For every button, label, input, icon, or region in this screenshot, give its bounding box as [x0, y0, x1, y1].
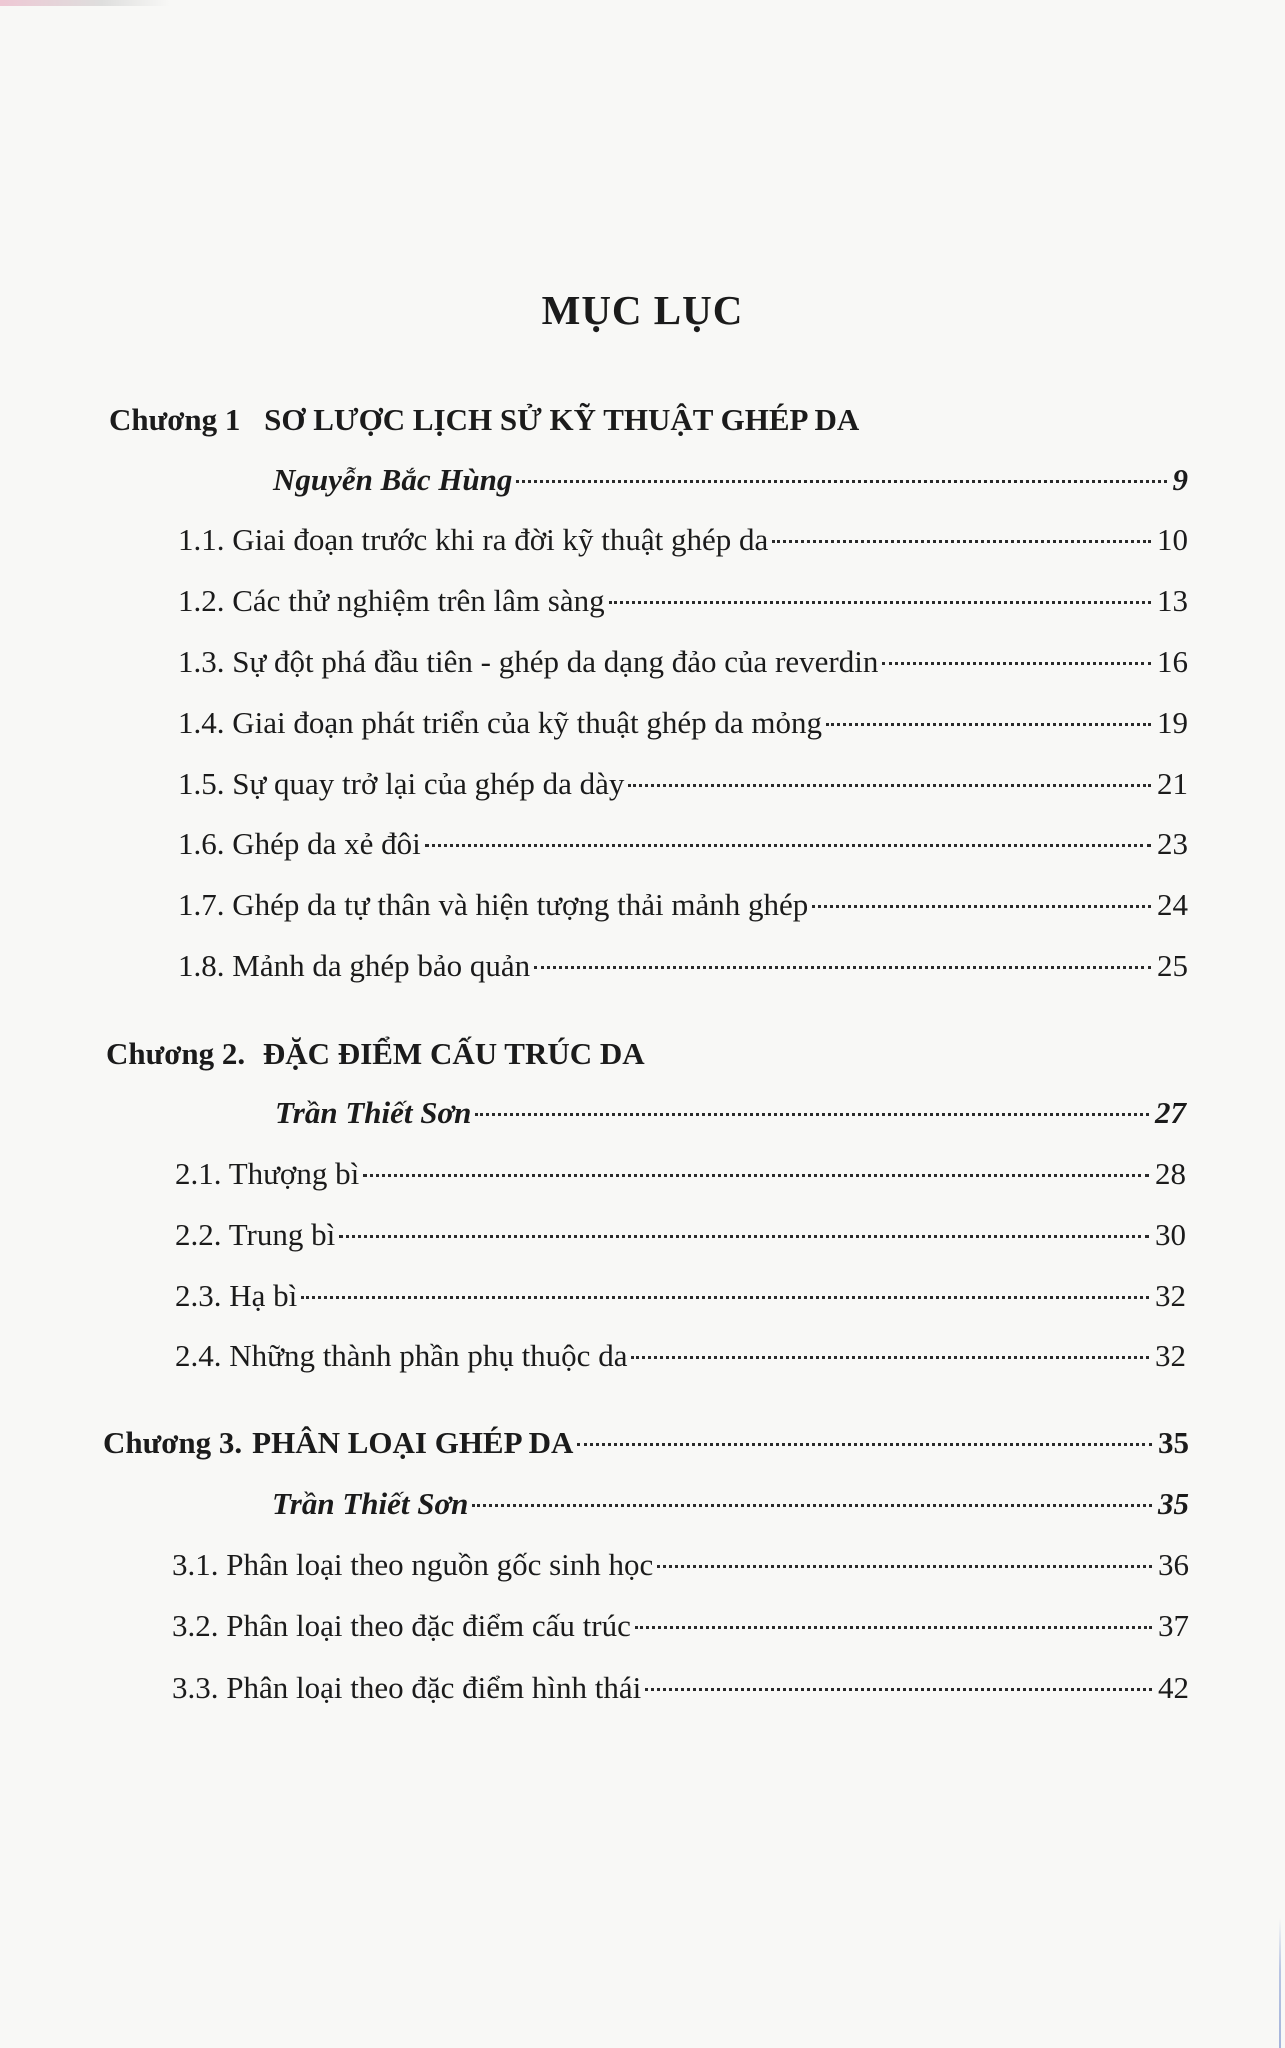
leader-dots: [882, 662, 1151, 665]
toc-entry-text: 2.1. Thượng bì: [175, 1156, 360, 1191]
leader-dots: [772, 540, 1151, 543]
scan-artifact-top: [0, 0, 170, 6]
toc-entry-text: 1.7. Ghép da tự thân và hiện tượng thải mảnh ghép: [178, 887, 809, 922]
toc-entry: [175, 1217, 1186, 1261]
chapter-1-author-page: 9: [1172, 462, 1188, 497]
toc-entry-page: 37: [1158, 1608, 1189, 1643]
toc-entry: [178, 887, 1188, 931]
chapter-3-author-page: 35: [1158, 1486, 1189, 1521]
leader-dots: [475, 1113, 1149, 1116]
leader-dots: [472, 1504, 1152, 1507]
toc-entry-text: 1.2. Các thử nghiệm trên lâm sàng: [178, 583, 605, 618]
toc-entry: [178, 644, 1188, 688]
chapter-3-title-page: 35: [1158, 1425, 1189, 1460]
toc-entry-page: 23: [1157, 826, 1188, 861]
toc-entry-text: 1.6. Ghép da xẻ đôi: [178, 826, 421, 861]
chapter-2-author-row: [275, 1095, 1186, 1139]
toc-entry-text: 2.3. Hạ bì: [175, 1278, 298, 1313]
leader-dots: [577, 1443, 1152, 1446]
toc-entry-text: 3.1. Phân loại theo nguồn gốc sinh học: [172, 1547, 654, 1582]
toc-entry: [172, 1670, 1189, 1714]
leader-dots: [628, 784, 1151, 787]
leader-dots: [609, 601, 1151, 604]
toc-entry-text: 1.1. Giai đoạn trước khi ra đời kỹ thuật ghép da: [178, 522, 769, 557]
toc-entry-text: 2.4. Những thành phần phụ thuộc da: [175, 1338, 628, 1373]
toc-entry-page: 25: [1157, 948, 1188, 983]
chapter-3-author-row: [272, 1486, 1189, 1530]
leader-dots: [301, 1296, 1149, 1299]
toc-entry-page: 28: [1155, 1156, 1186, 1191]
leader-dots: [339, 1235, 1149, 1238]
chapter-2-author: Trần Thiết Sơn: [275, 1095, 472, 1130]
leader-dots: [534, 966, 1151, 969]
toc-entry-text: 2.2. Trung bì: [175, 1217, 336, 1252]
chapter-2-author-page: 27: [1155, 1095, 1186, 1130]
toc-entry-text: 1.8. Mảnh da ghép bảo quản: [178, 948, 531, 983]
leader-dots: [516, 480, 1166, 483]
chapter-2-heading: [106, 1036, 645, 1072]
toc-entry: [178, 826, 1188, 870]
toc-entry: [178, 705, 1188, 749]
toc-entry-page: 13: [1157, 583, 1188, 618]
toc-entry: [178, 583, 1188, 627]
chapter-1-author-row: [273, 462, 1188, 506]
toc-entry-page: 30: [1155, 1217, 1186, 1252]
toc-entry-text: 3.3. Phân loại theo đặc điểm hình thái: [172, 1670, 642, 1705]
toc-entry-page: 16: [1157, 644, 1188, 679]
toc-entry-page: 32: [1155, 1338, 1186, 1373]
toc-entry: [175, 1338, 1186, 1382]
leader-dots: [635, 1626, 1152, 1629]
leader-dots: [631, 1356, 1149, 1359]
chapter-3-label: Chương 3.: [103, 1425, 243, 1460]
toc-entry-text: 1.3. Sự đột phá đầu tiên - ghép da dạng đảo của reverdin: [178, 644, 879, 679]
toc-entry: [172, 1547, 1189, 1591]
chapter-1-author: Nguyễn Bắc Hùng: [273, 462, 513, 497]
toc-entry-text: 3.2. Phân loại theo đặc điểm cấu trúc: [172, 1608, 631, 1643]
chapter-3-title: PHÂN LOẠI GHÉP DA: [252, 1425, 574, 1460]
toc-entry: [175, 1156, 1186, 1200]
toc-entry: [175, 1278, 1186, 1322]
toc-entry: [172, 1608, 1189, 1652]
toc-entry-page: 24: [1157, 887, 1188, 922]
leader-dots: [657, 1565, 1152, 1568]
leader-dots: [812, 905, 1151, 908]
chapter-1-label: Chương 1: [109, 402, 241, 437]
toc-entry-page: 19: [1157, 705, 1188, 740]
toc-entry-page: 10: [1157, 522, 1188, 557]
toc-entry-page: 32: [1155, 1278, 1186, 1313]
toc-entry-text: 1.4. Giai đoạn phát triển của kỹ thuật ghép da mỏng: [178, 705, 822, 740]
toc-entry: [178, 766, 1188, 810]
chapter-3-heading: [103, 1425, 1189, 1469]
toc-entry: [178, 948, 1188, 992]
toc-entry-page: 36: [1158, 1547, 1189, 1582]
chapter-1-heading: [109, 402, 859, 438]
toc-entry-text: 1.5. Sự quay trở lại của ghép da dày: [178, 766, 625, 801]
toc-entry-page: 21: [1157, 766, 1188, 801]
chapter-2-label: Chương 2.: [106, 1036, 246, 1071]
toc-entry-page: 42: [1158, 1670, 1189, 1705]
leader-dots: [645, 1688, 1152, 1691]
chapter-1-title: SƠ LƯỢC LỊCH SỬ KỸ THUẬT GHÉP DA: [264, 402, 860, 437]
leader-dots: [425, 844, 1151, 847]
scan-artifact-edge: [1279, 1918, 1281, 2048]
page-title: MỤC LỤC: [541, 287, 744, 333]
toc-entry: [178, 522, 1188, 566]
chapter-3-author: Trần Thiết Sơn: [272, 1486, 469, 1521]
leader-dots: [363, 1174, 1149, 1177]
leader-dots: [826, 723, 1151, 726]
chapter-2-title: ĐẶC ĐIỂM CẤU TRÚC DA: [262, 1036, 645, 1071]
